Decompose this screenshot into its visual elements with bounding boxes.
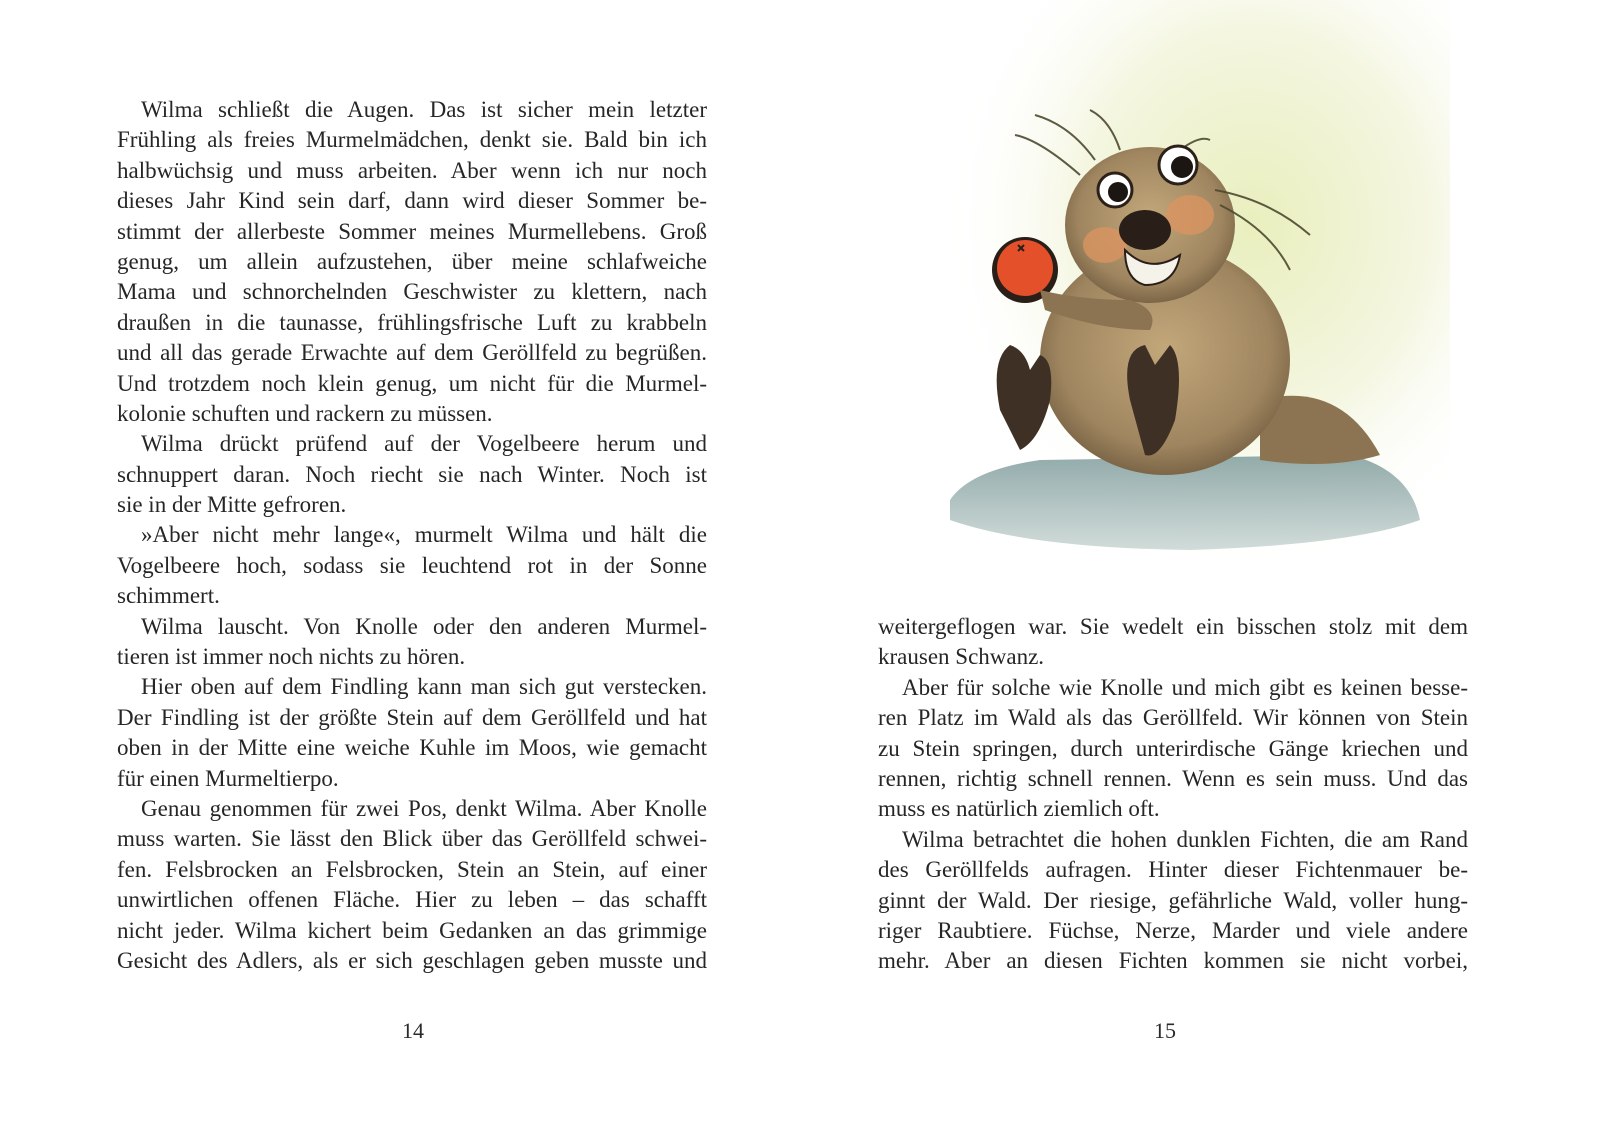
text-line: schnuppert daran. Noch riecht sie nach Winter. Noch ist [117, 461, 707, 487]
text-line: Der Findling ist der größte Stein auf dem Geröllfeld und hat [117, 704, 707, 730]
text-line: Aber für solche wie Knolle und mich gibt es keinen besse- [902, 674, 1468, 700]
text-line: für einen Murmeltierpo. [117, 765, 339, 791]
text-line: genug, um allein aufzustehen, über meine schlafweiche [117, 248, 707, 274]
text-line: Genau genommen für zwei Pos, denkt Wilma. Aber Knolle [141, 795, 707, 821]
right-page [800, 0, 1600, 1129]
text-line: halbwüchsig und muss arbeiten. Aber wenn ich nur noch [117, 157, 707, 183]
text-line: riger Raubtiere. Füchse, Nerze, Marder und viele andere [878, 917, 1468, 943]
text-line: weitergeflogen war. Sie wedelt ein bisschen stolz mit dem [878, 614, 1468, 639]
text-line: mehr. Aber an diesen Fichten kommen sie nicht vorbei, [878, 948, 1468, 974]
text-line: tieren ist immer noch nichts zu hören. [117, 644, 466, 670]
text-line: Wilma betrachtet die hohen dunklen Fichten, die am Rand [902, 826, 1468, 852]
text-line: schimmert. [117, 583, 220, 609]
page-number-left: 14 [402, 1018, 424, 1043]
text-line: ren Platz im Wald als das Geröllfeld. Wir können von Stein [878, 705, 1468, 731]
text-line: rennen, richtig schnell rennen. Wenn es sein muss. Und das [878, 765, 1468, 791]
left-page-text [117, 95, 707, 976]
text-line: Vogelbeere hoch, sodass sie leuchtend rot in der Sonne [117, 552, 707, 578]
text-line: muss es natürlich ziemlich oft. [878, 796, 1160, 822]
text-line: muss warten. Sie lässt den Blick über das Geröllfeld schwei- [117, 826, 707, 852]
text-line: ginnt der Wald. Der riesige, gefährliche Wald, voller hung- [878, 887, 1468, 913]
text-line: sie in der Mitte gefroren. [117, 492, 347, 518]
text-line: oben in der Mitte eine weiche Kuhle im Moos, wie gemacht [117, 735, 707, 761]
text-line: stimmt der allerbeste Sommer meines Murmellebens. Groß [117, 218, 707, 244]
text-line: kolonie schuften und rackern zu müssen. [117, 400, 493, 426]
text-line: Gesicht des Adlers, als er sich geschlagen geben musste und [117, 947, 707, 973]
marmot-image-icon [930, 0, 1450, 590]
marmot-illustration [930, 0, 1450, 590]
right-page-text [878, 612, 1468, 977]
text-line: Und trotzdem noch klein genug, um nicht für die Murmel- [117, 370, 707, 396]
text-line: und all das gerade Erwachte auf dem Geröllfeld zu begrüßen. [117, 340, 707, 366]
text-line: Hier oben auf dem Findling kann man sich gut verstecken. [141, 674, 707, 700]
text-line: dieses Jahr Kind sein darf, dann wird dieser Sommer be- [117, 188, 707, 214]
text-line: »Aber nicht mehr lange«, murmelt Wilma und hält die [141, 522, 707, 548]
text-line: fen. Felsbrocken an Felsbrocken, Stein an Stein, auf einer [117, 856, 707, 882]
page-number-right: 15 [1154, 1018, 1176, 1043]
text-line: Mama und schnorchelnden Geschwister zu klettern, nach [117, 279, 707, 305]
text-line: Frühling als freies Murmelmädchen, denkt sie. Bald bin ich [117, 127, 707, 153]
text-line: draußen in die taunasse, frühlingsfrische Luft zu krabbeln [117, 309, 707, 335]
text-line: krausen Schwanz. [878, 644, 1045, 670]
text-line: Wilma schließt die Augen. Das ist sicher mein letzter [141, 97, 707, 122]
text-line: des Geröllfelds aufragen. Hinter dieser Fichtenmauer be- [878, 857, 1468, 883]
text-line: Wilma drückt prüfend auf der Vogelbeere herum und [141, 431, 707, 457]
text-line: nicht jeder. Wilma kichert beim Gedanken an das grimmige [117, 917, 707, 943]
text-line: zu Stein springen, durch unterirdische Gänge kriechen und [878, 735, 1468, 761]
text-line: Wilma lauscht. Von Knolle oder den anderen Murmel- [141, 613, 707, 639]
text-line: unwirtlichen offenen Fläche. Hier zu leben – das schafft [117, 887, 707, 913]
